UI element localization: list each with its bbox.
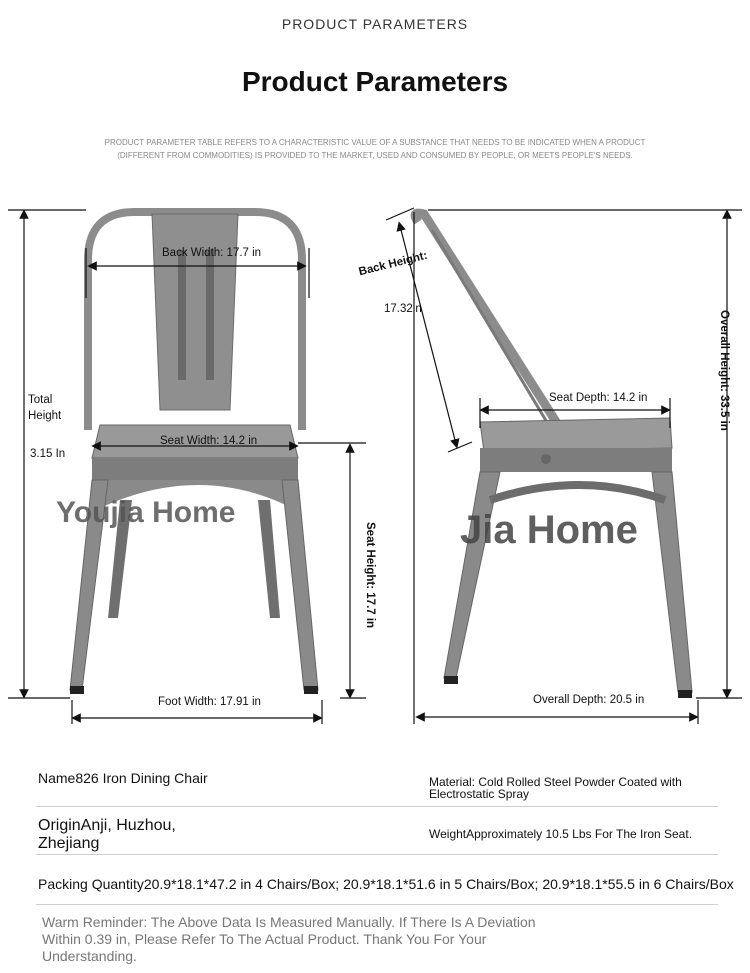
overall-depth-label: Overall Depth: 20.5 in <box>533 694 645 706</box>
back-height-label: Back Height: <box>357 249 429 279</box>
overall-height-label: Overall Height: 33.5 in <box>718 310 730 431</box>
total-height-value: 3.15 In <box>30 448 66 460</box>
spec-name: Name826 Iron Dining Chair <box>38 770 208 786</box>
spec-weight: WeightApproximately 10.5 Lbs For The Iron Seat. <box>429 827 693 841</box>
side-watermark: Jia Home <box>460 508 638 552</box>
total-height-label-line1: Total <box>28 394 53 406</box>
front-watermark: Youjia Home <box>56 496 236 529</box>
chair-diagram <box>0 200 750 730</box>
description-text: PRODUCT PARAMETER TABLE REFERS TO A CHARACTERISTIC VALUE OF A SUBSTANCE THAT NEEDS TO BE INDICATED WHEN A PRODUCT (DIFFERENT FROM COMMODITIES) IS PROVIDED TO THE MARKET, USED AND CONSUMED BY PEOPLE, OR MEETS PEOPLE'S NEEDS. <box>104 138 646 160</box>
side-chair-illustration <box>415 213 692 698</box>
spec-material: Material: Cold Rolled Steel Powder Coated with Electrostatic Spray <box>429 775 682 801</box>
back-height-value: 17.32in <box>384 303 422 315</box>
seat-height-label: Seat Height: 17.7 in <box>364 522 376 629</box>
table-divider <box>36 854 718 855</box>
page-title: Product Parameters <box>241 66 509 97</box>
spec-packing: Packing Quantity20.9*18.1*47.2 in 4 Chairs/Box; 20.9*18.1*51.6 in 5 Chairs/Box; 20.9*18.1*55.5 in 6 Chairs/Box <box>38 876 734 892</box>
back-width-label: Back Width: 17.7 in <box>162 247 262 259</box>
table-divider <box>36 904 718 905</box>
spec-origin: OriginAnji, Huzhou, Zhejiang <box>38 817 176 852</box>
section-label: PRODUCT PARAMETERS <box>281 16 469 32</box>
seat-width-label: Seat Width: 14.2 in <box>160 435 258 447</box>
seat-depth-label: Seat Depth: 14.2 in <box>549 392 648 404</box>
front-chair-illustration <box>70 212 318 694</box>
foot-width-label: Foot Width: 17.91 in <box>158 696 261 708</box>
table-divider <box>36 806 718 807</box>
total-height-label-line2: Height <box>28 410 62 422</box>
warm-reminder: Warm Reminder: The Above Data Is Measured Manually. If There Is A Deviation Within 0.39 in, Please Refer To The Actual Product. Thank You For Your Understanding. <box>42 914 536 964</box>
